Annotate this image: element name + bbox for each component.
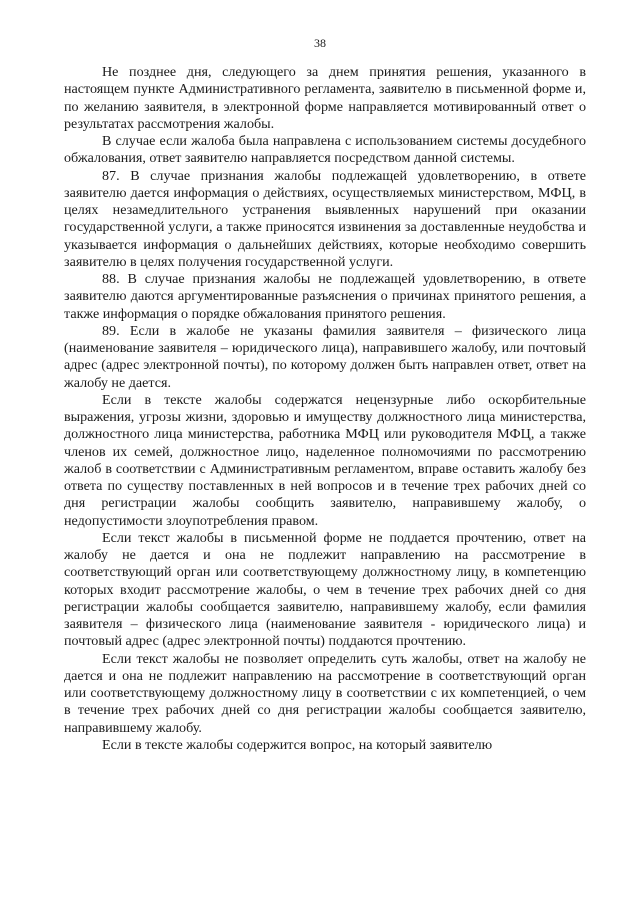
paragraph-repeated-question: Если в тексте жалобы содержится вопрос, на который заявителю	[102, 736, 493, 753]
paragraph-89: 89. Если в жалобе не указаны фамилия заявителя – физического лица (наименование заявителя – юридического лица), направившего жалобу, или почтовый адрес (адрес электронной почты), по которому должен быть направлен ответ, ответ на жалобу не дается.	[64, 322, 586, 391]
paragraph-answer-deadline: Не позднее дня, следующего за днем принятия решения, указанного в настоящем пункте Административного регламента, заявителю в письменной форме и, по желанию заявителя, в электронной форме направляется мотивированный ответ о результатах рассмотрения жалобы.	[64, 64, 586, 132]
paragraph-87: 87. В случае признания жалобы подлежащей удовлетворению, в ответе заявителю дается информация о действиях, осуществляемых министерством, МФЦ, в целях незамедлительного устранения выявленных нарушений при оказании государственной услуги, а также приносятся извинения за доставленные неудобства и указывается информация о дальнейших действиях, которые необходимо совершить заявителю в целях получения государственной услуги.	[64, 167, 586, 270]
paragraph-unreadable-text: Если текст жалобы в письменной форме не поддается прочтению, ответ на жалобу не дается и она не подлежит направлению на рассмотрение в соответствующий орган или соответствующему должностному лицу, в компетенцию которых входит рассмотрение жалобы, о чем в течение трех рабочих дней со дня регистрации жалобы сообщается заявителю, направившему жалобу, если фамилия заявителя – физического лица (наименование заявителя - юридического лица) и почтовый адрес (адрес электронной почты) поддаются прочтению.	[64, 529, 586, 650]
paragraph-offensive-content: Если в тексте жалобы содержатся нецензурные либо оскорбительные выражения, угрозы жизни, здоровью и имуществу должностного лица министерства, должностного лица министерства, работника МФЦ или руководителя МФЦ, а также членов их семей, должностное лицо, наделенное полномочиями по рассмотрению жалоб в соответствии с Административным регламентом, вправе оставить жалобу без ответа по существу поставленных в ней вопросов и в течение трех рабочих дней со дня регистрации жалобы сообщить заявителю, направившему жалобу, о недопустимости злоупотребления правом.	[64, 391, 586, 529]
page-number: 38	[314, 36, 326, 50]
document-body	[64, 64, 586, 754]
paragraph-undefined-essence: Если текст жалобы не позволяет определить суть жалобы, ответ на жалобу не дается и она не подлежит направлению на рассмотрение в соответствующий орган или соответствующему должностному лицу в соответствии с их компетенцией, о чем в течение трех рабочих дней со дня регистрации жалобы сообщается заявителю, направившему жалобу.	[64, 650, 586, 736]
paragraph-88: 88. В случае признания жалобы не подлежащей удовлетворению, в ответе заявителю даются аргументированные разъяснения о причинах принятого решения, а также информация о порядке обжалования принятого решения.	[64, 271, 586, 322]
paragraph-pretrial-system: В случае если жалоба была направлена с использованием системы досудебного обжалования, ответ заявителю направляется посредством данной системы.	[64, 133, 586, 167]
